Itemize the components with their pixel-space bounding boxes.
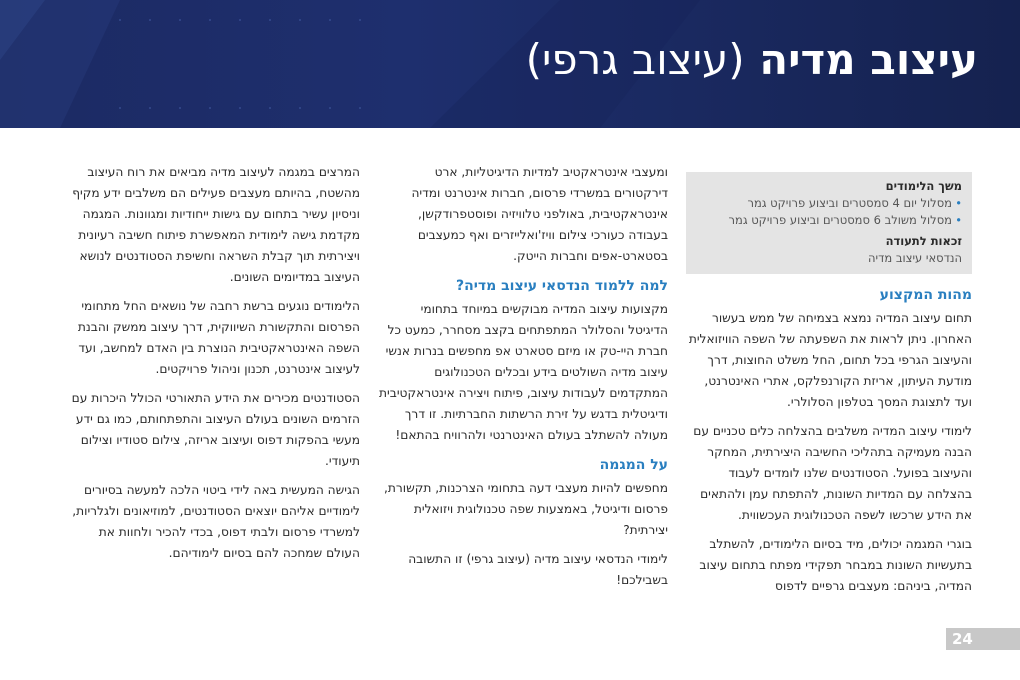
duration-heading: משך הלימודים — [885, 179, 962, 193]
list-item: • מסלול יום 4 סמסטרים וביצוע פרויקט גמר — [696, 195, 962, 212]
paragraph: הלימודים נוגעים ברשת רחבה של נושאים החל מתחומי הפרסום והתקשורת השיווקית, דרך עיצוב ממשק והבנת השפה האינטראקטיבית הנוצרת בין האדם למחשב, ועד לעיצוב אינטרנט, תכנון וניהול פרויקטים. — [77, 299, 360, 376]
column-left — [70, 162, 360, 572]
certificate-value: הנדסאי עיצוב מדיה — [868, 251, 962, 265]
page-number: 24 — [946, 628, 1020, 650]
header-banner — [0, 0, 1020, 128]
certificate-heading: זכאות לתעודה — [885, 234, 962, 248]
why-heading: למה ללמוד הנדסאי עיצוב מדיה? — [456, 278, 668, 294]
title-light: (עיצוב גרפי) — [525, 35, 745, 84]
paragraph: הסטודנטים מכירים את הידע התאורטי הכולל היכרות עם הזרמים השונים בעולם העיצוב והתפתחותם, כמו גם ידע מעשי בהפקות דפוס ועיצוב אריזה, צילום סטודיו וצילום תיעודי. — [71, 391, 360, 468]
paragraph: בוגרי המגמה יכולים, מיד בסיום הלימודים, להשתלב בתעשיות השונות במבחר תפקידי מפתח בתחום עיצוב המדיה, ביניהם: מעצבים גרפיים לדפוס — [699, 537, 972, 593]
column-middle — [378, 162, 668, 599]
column-right — [686, 172, 972, 605]
title-bold: עיצוב מדיה — [759, 35, 978, 84]
paragraph: המרצים במגמה לעיצוב מדיה מביאים את רוח העיצוב מהשטח, בהיותם מעצבים פעילים הם משלבים ידע מקיף וניסיון עשיר בתחום עם גישות ייחודיות ומגוונות. המגמה מקדמת גישה לימודית המאפשרת פיתוח חשיבה רעיונית ויצירתית תוך קבלת השראה וחשיפת הסטודנטים לנושא העיצוב במדיומים השונים. — [72, 165, 360, 284]
duration-list — [696, 195, 962, 229]
track-heading: על המגמה — [599, 457, 668, 473]
paragraph: מקצועות עיצוב המדיה מבוקשים במיוחד בתחומי הדיגיטל והסלולר המתפתחים בקצב מסחרר, כמעט כל חברת היי-טק או מיזם סטארט אפ מחפשים בנרות אנשי עיצוב מדיה השולטים בידע ובכלים הטכנולוגים המתקדמים לעבודות עיצוב, פיתוח ויצירה אינטראקטיבית ודיגיטלית בדגש על זירת הרשתות החברתיות. זו דרך מעולה להשתלב בעולם האינטרנטי ולהרוויח בהתאם! — [379, 302, 668, 442]
paragraph: מחפשים להיות מעצבי דעה בתחומי הצרכנות, תקשורת, פרסום ודיגיטל, באמצעות שפה טכנולוגית ויזואלית יצירתית? — [384, 481, 668, 537]
paragraph: ומעצבי אינטראקטיב למדיות הדיגיטליות, ארט דירקטורים במשרדי פרסום, חברות אינטרנט ומדיה אינטראקטיבית, באולפני טלוויזיה ופוסטפרודקשן, בעבודה כעורכי צילום וויז'ואלייזרים ואף כמעצבים בסטארט-אפים וחברות הייטק. — [411, 165, 668, 263]
paragraph: לימודי עיצוב המדיה משלבים בהצלחה כלים טכניים עם הבנה מעמיקה בתהליכי החשיבה היצירתית, המחקר והעיצוב בפועל. הסטודנטים שלנו לומדים לעבוד בהצלחה עם המדיות השונות, להתפתח עמן ולהתאים את הידע שרכשו לשפה הטכנולוגית העכשווית. — [693, 424, 972, 522]
info-box — [686, 172, 972, 274]
paragraph: תחום עיצוב המדיה נמצא בצמיחה של ממש בעשור האחרון. ניתן לראות את השפעתה של השפה הוויזואלית והעיצוב הגרפי בכל תחום, החל משלט החוצות, דרך מודעת העיתון, אריזת הקורנפלקס, אתרי האינטרנט, ועד לתצוגת המסך בטלפון הסלולרי. — [688, 311, 972, 409]
page-title — [526, 32, 978, 88]
list-item: • מסלול משולב 6 סמסטרים וביצוע פרויקט גמר — [696, 212, 962, 229]
paragraph: הגישה המעשית באה לידי ביטוי הלכה למעשה בסיורים לימודיים אליהם יוצאים הסטודנטים, למוזיאונים ולגלריות, למשרדי פרסום ולבתי דפוס, בכדי להכיר ולחוות את העולם שמחכה להם בסיום לימודיהם. — [72, 483, 360, 560]
paragraph: לימודי הנדסאי עיצוב מדיה (עיצוב גרפי) זו התשובה בשבילכם! — [408, 552, 668, 587]
about-heading: מהות המקצוע — [879, 287, 972, 303]
